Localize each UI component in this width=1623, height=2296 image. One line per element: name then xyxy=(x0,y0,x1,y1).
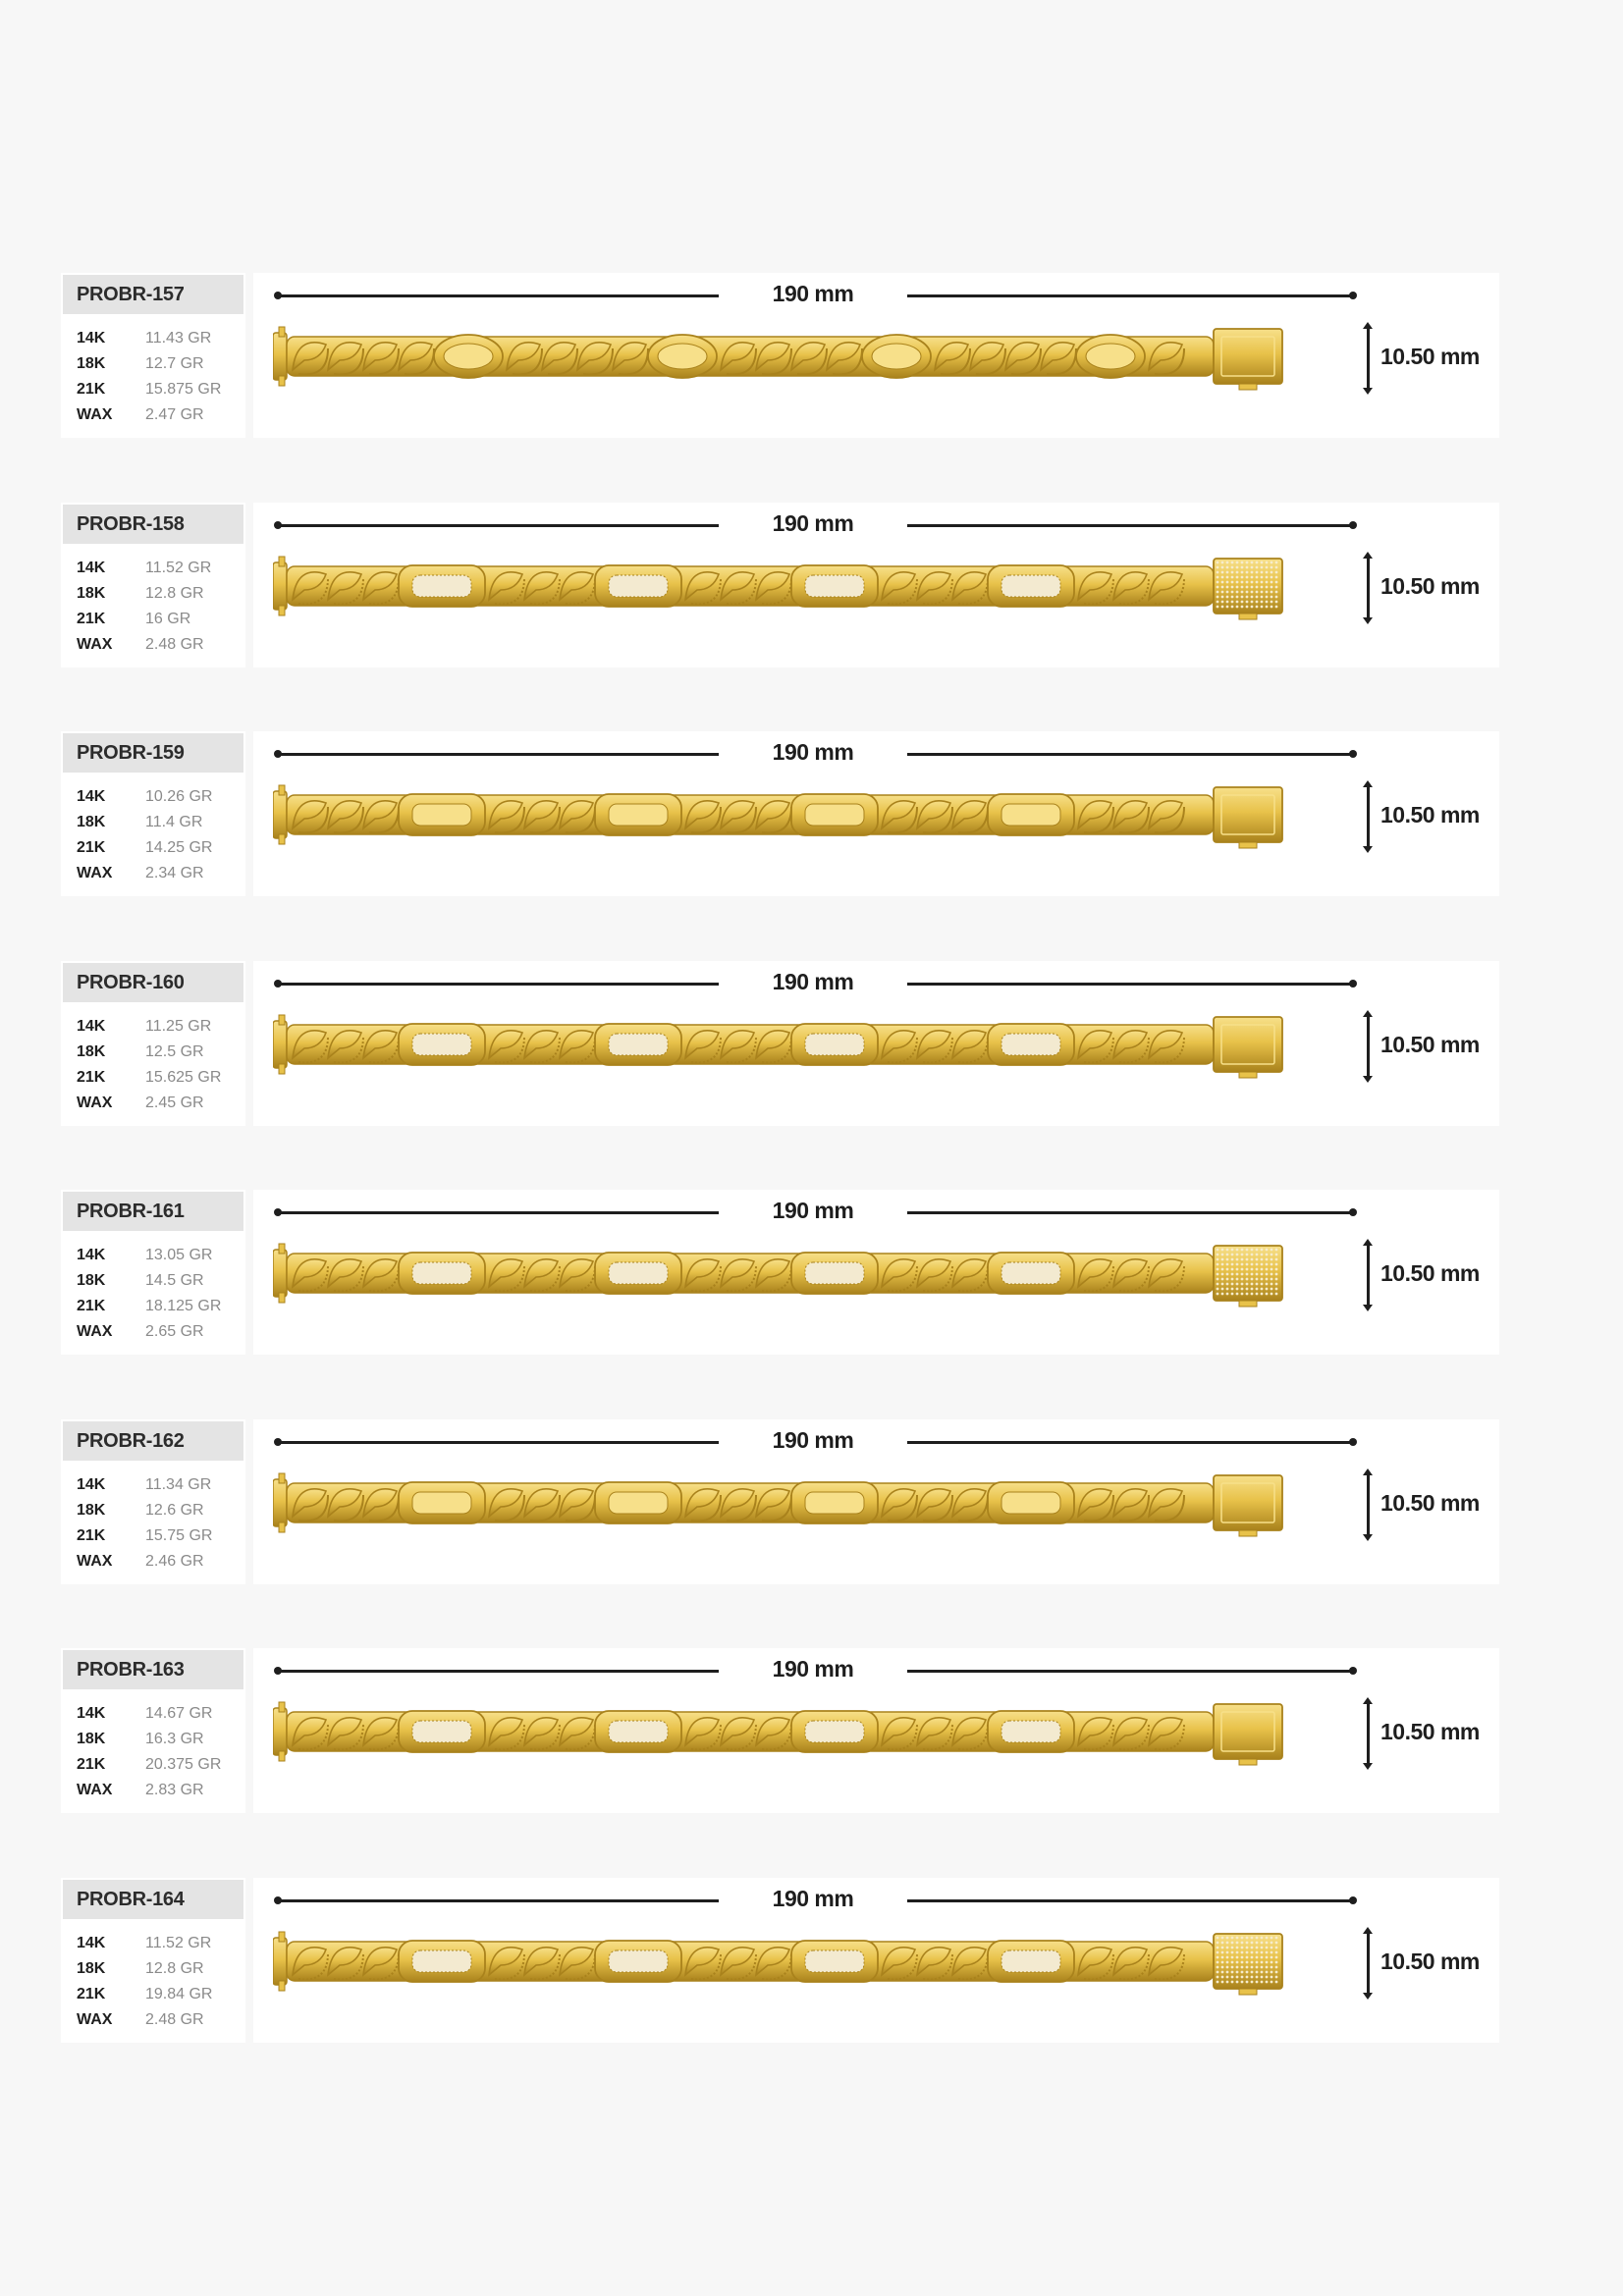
product-code: PROBR-159 xyxy=(63,733,243,773)
karat-label: 14K xyxy=(77,1247,106,1263)
spec-box xyxy=(61,503,245,667)
weight-row xyxy=(77,1752,221,1778)
width-arrow-icon xyxy=(1367,1245,1370,1306)
width-dimension xyxy=(1363,1467,1481,1543)
weight-value: 11.4 GR xyxy=(145,814,203,830)
width-label: 10.50 mm xyxy=(1380,1948,1480,1974)
width-label: 10.50 mm xyxy=(1380,1719,1480,1744)
product-code: PROBR-164 xyxy=(63,1880,243,1919)
length-line-left xyxy=(277,753,719,756)
product-code: PROBR-163 xyxy=(63,1650,243,1689)
weight-row xyxy=(77,1778,221,1803)
bracelet-image xyxy=(273,1921,1302,2002)
weight-row xyxy=(77,1982,212,2007)
weight-list xyxy=(77,784,212,886)
karat-label: 14K xyxy=(77,1705,106,1722)
spec-box xyxy=(61,1190,245,1355)
weight-value: 12.8 GR xyxy=(145,1959,204,1977)
karat-label: 21K xyxy=(77,1985,106,2002)
weight-row xyxy=(77,377,221,402)
length-label: 190 mm xyxy=(772,739,854,765)
bracelet-panel xyxy=(253,1419,1499,1584)
weight-list xyxy=(77,1701,221,1803)
weight-row xyxy=(77,402,221,428)
weight-value: 20.375 GR xyxy=(145,1756,222,1773)
weight-row xyxy=(77,1956,212,1982)
weight-value: 14.25 GR xyxy=(145,839,213,856)
weight-row xyxy=(77,861,212,886)
karat-label: 21K xyxy=(77,381,106,398)
weight-value: 2.48 GR xyxy=(145,635,204,653)
karat-label: WAX xyxy=(77,2010,113,2028)
weight-row xyxy=(77,1523,212,1549)
weight-row xyxy=(77,1701,221,1727)
weight-value: 11.25 GR xyxy=(145,1017,212,1035)
length-line-right xyxy=(907,1441,1354,1444)
weight-list xyxy=(77,1931,212,2033)
weight-row xyxy=(77,1014,221,1040)
width-label: 10.50 mm xyxy=(1380,1489,1480,1516)
weight-value: 19.84 GR xyxy=(145,1985,213,2002)
weight-row xyxy=(77,1727,221,1752)
karat-label: WAX xyxy=(77,406,113,423)
length-line-left xyxy=(277,1441,719,1444)
weight-value: 11.52 GR xyxy=(145,559,212,576)
width-label: 10.50 mm xyxy=(1380,802,1480,828)
width-dimension xyxy=(1363,320,1481,397)
weight-value: 10.26 GR xyxy=(145,788,213,805)
bracelet-panel xyxy=(253,503,1499,667)
spec-box xyxy=(61,1419,245,1584)
bracelet-image xyxy=(273,1463,1302,1543)
weight-row xyxy=(77,810,212,835)
karat-label: 18K xyxy=(77,1731,106,1747)
product-row xyxy=(61,503,1499,667)
weight-row xyxy=(77,326,221,351)
weight-row xyxy=(77,835,212,861)
product-row xyxy=(61,961,1499,1126)
weight-value: 11.52 GR xyxy=(145,1934,212,1951)
weight-row xyxy=(77,556,211,581)
length-line-left xyxy=(277,1670,719,1673)
length-line-right xyxy=(907,294,1354,297)
width-label: 10.50 mm xyxy=(1380,344,1480,369)
weight-value: 2.47 GR xyxy=(145,406,204,423)
weight-row xyxy=(77,1065,221,1091)
bracelet-image xyxy=(273,1691,1302,1772)
karat-label: 14K xyxy=(77,330,106,347)
weight-value: 11.34 GR xyxy=(145,1475,212,1493)
weight-value: 16 GR xyxy=(145,610,191,627)
length-label: 190 mm xyxy=(772,968,854,994)
width-dimension xyxy=(1363,1008,1481,1085)
length-line-right xyxy=(907,1670,1354,1673)
bracelet-panel xyxy=(253,1190,1499,1355)
weight-row xyxy=(77,2007,212,2033)
length-line-left xyxy=(277,983,719,986)
weight-list xyxy=(77,1014,221,1116)
width-dimension xyxy=(1363,1695,1481,1772)
weight-value: 2.34 GR xyxy=(145,865,204,881)
bracelet-panel xyxy=(253,961,1499,1126)
length-label: 190 mm xyxy=(772,1885,854,1911)
product-code: PROBR-161 xyxy=(63,1192,243,1231)
karat-label: 14K xyxy=(77,559,106,576)
width-arrow-icon xyxy=(1367,558,1370,618)
weight-value: 12.7 GR xyxy=(145,355,204,372)
product-row xyxy=(61,1419,1499,1584)
bracelet-image xyxy=(273,316,1302,397)
weight-row xyxy=(77,1243,221,1268)
length-line-left xyxy=(277,1211,719,1214)
karat-label: 14K xyxy=(77,788,106,805)
length-line-left xyxy=(277,294,719,297)
weight-value: 2.65 GR xyxy=(145,1323,204,1340)
bracelet-image xyxy=(273,1233,1302,1313)
width-dimension xyxy=(1363,778,1481,855)
weight-row xyxy=(77,1931,212,1956)
spec-box xyxy=(61,731,245,896)
length-line-right xyxy=(907,753,1354,756)
karat-label: 21K xyxy=(77,1756,106,1773)
karat-label: 21K xyxy=(77,1068,106,1086)
length-line-right xyxy=(907,524,1354,527)
product-row xyxy=(61,1648,1499,1813)
karat-label: WAX xyxy=(77,1094,113,1111)
spec-box xyxy=(61,273,245,438)
width-arrow-icon xyxy=(1367,1703,1370,1764)
weight-value: 14.5 GR xyxy=(145,1272,204,1289)
width-dimension xyxy=(1363,1237,1481,1313)
karat-label: WAX xyxy=(77,1323,113,1340)
weight-row xyxy=(77,607,211,632)
length-line-right xyxy=(907,983,1354,986)
length-label: 190 mm xyxy=(772,281,854,306)
weight-value: 15.75 GR xyxy=(145,1526,213,1544)
product-code: PROBR-162 xyxy=(63,1421,243,1461)
width-arrow-icon xyxy=(1367,1016,1370,1077)
weight-row xyxy=(77,1040,221,1065)
weight-row xyxy=(77,1268,221,1294)
product-row xyxy=(61,1190,1499,1355)
bracelet-image xyxy=(273,774,1302,855)
product-code: PROBR-158 xyxy=(63,505,243,544)
length-line-left xyxy=(277,524,719,527)
weight-value: 2.45 GR xyxy=(145,1094,204,1111)
karat-label: 18K xyxy=(77,1501,106,1519)
karat-label: 18K xyxy=(77,584,106,602)
karat-label: WAX xyxy=(77,1552,113,1570)
product-row xyxy=(61,273,1499,438)
length-line-left xyxy=(277,1899,719,1902)
length-label: 190 mm xyxy=(772,1426,854,1453)
width-arrow-icon xyxy=(1367,328,1370,389)
weight-list xyxy=(77,556,211,658)
karat-label: 18K xyxy=(77,355,106,372)
bracelet-panel xyxy=(253,1878,1499,2043)
karat-label: 18K xyxy=(77,1272,106,1289)
weight-row xyxy=(77,1498,212,1523)
weight-list xyxy=(77,1472,212,1575)
weight-value: 13.05 GR xyxy=(145,1247,213,1263)
karat-label: WAX xyxy=(77,865,113,881)
karat-label: 14K xyxy=(77,1934,106,1951)
weight-value: 15.875 GR xyxy=(145,381,222,398)
karat-label: 18K xyxy=(77,1959,106,1977)
width-label: 10.50 mm xyxy=(1380,572,1480,599)
weight-row xyxy=(77,1091,221,1116)
bracelet-image xyxy=(273,1004,1302,1085)
length-label: 190 mm xyxy=(772,1198,854,1223)
weight-row xyxy=(77,581,211,607)
weight-value: 18.125 GR xyxy=(145,1298,222,1314)
width-arrow-icon xyxy=(1367,1933,1370,1994)
weight-value: 14.67 GR xyxy=(145,1705,213,1722)
weight-row xyxy=(77,1472,212,1498)
weight-row xyxy=(77,784,212,810)
weight-value: 11.43 GR xyxy=(145,330,212,347)
karat-label: 14K xyxy=(77,1475,106,1493)
weight-row xyxy=(77,1319,221,1345)
spec-box xyxy=(61,1878,245,2043)
width-dimension xyxy=(1363,550,1481,626)
product-row xyxy=(61,731,1499,896)
weight-value: 12.5 GR xyxy=(145,1042,204,1060)
weight-row xyxy=(77,632,211,658)
bracelet-image xyxy=(273,546,1302,626)
bracelet-panel xyxy=(253,273,1499,438)
weight-value: 12.8 GR xyxy=(145,584,204,602)
width-label: 10.50 mm xyxy=(1380,1031,1480,1057)
weight-value: 12.6 GR xyxy=(145,1501,204,1519)
karat-label: WAX xyxy=(77,1782,113,1798)
karat-label: 21K xyxy=(77,839,106,856)
product-code: PROBR-160 xyxy=(63,963,243,1002)
weight-value: 2.83 GR xyxy=(145,1782,204,1798)
weight-value: 2.48 GR xyxy=(145,2010,204,2028)
spec-box xyxy=(61,961,245,1126)
width-dimension xyxy=(1363,1925,1481,2002)
bracelet-panel xyxy=(253,1648,1499,1813)
karat-label: WAX xyxy=(77,635,113,653)
weight-list xyxy=(77,1243,221,1345)
karat-label: 21K xyxy=(77,1298,106,1314)
width-arrow-icon xyxy=(1367,786,1370,847)
karat-label: 18K xyxy=(77,1042,106,1060)
weight-value: 15.625 GR xyxy=(145,1068,222,1086)
weight-list xyxy=(77,326,221,428)
length-line-right xyxy=(907,1899,1354,1902)
product-row xyxy=(61,1878,1499,2043)
weight-row xyxy=(77,1294,221,1319)
length-line-right xyxy=(907,1211,1354,1214)
weight-value: 16.3 GR xyxy=(145,1731,204,1747)
weight-row xyxy=(77,1549,212,1575)
weight-row xyxy=(77,351,221,377)
karat-label: 18K xyxy=(77,814,106,830)
weight-value: 2.46 GR xyxy=(145,1552,204,1570)
karat-label: 21K xyxy=(77,1526,106,1544)
product-code: PROBR-157 xyxy=(63,275,243,314)
length-label: 190 mm xyxy=(772,1656,854,1682)
width-label: 10.50 mm xyxy=(1380,1260,1480,1286)
bracelet-panel xyxy=(253,731,1499,896)
karat-label: 14K xyxy=(77,1017,106,1035)
spec-box xyxy=(61,1648,245,1813)
karat-label: 21K xyxy=(77,610,106,627)
width-arrow-icon xyxy=(1367,1474,1370,1535)
length-label: 190 mm xyxy=(772,509,854,536)
